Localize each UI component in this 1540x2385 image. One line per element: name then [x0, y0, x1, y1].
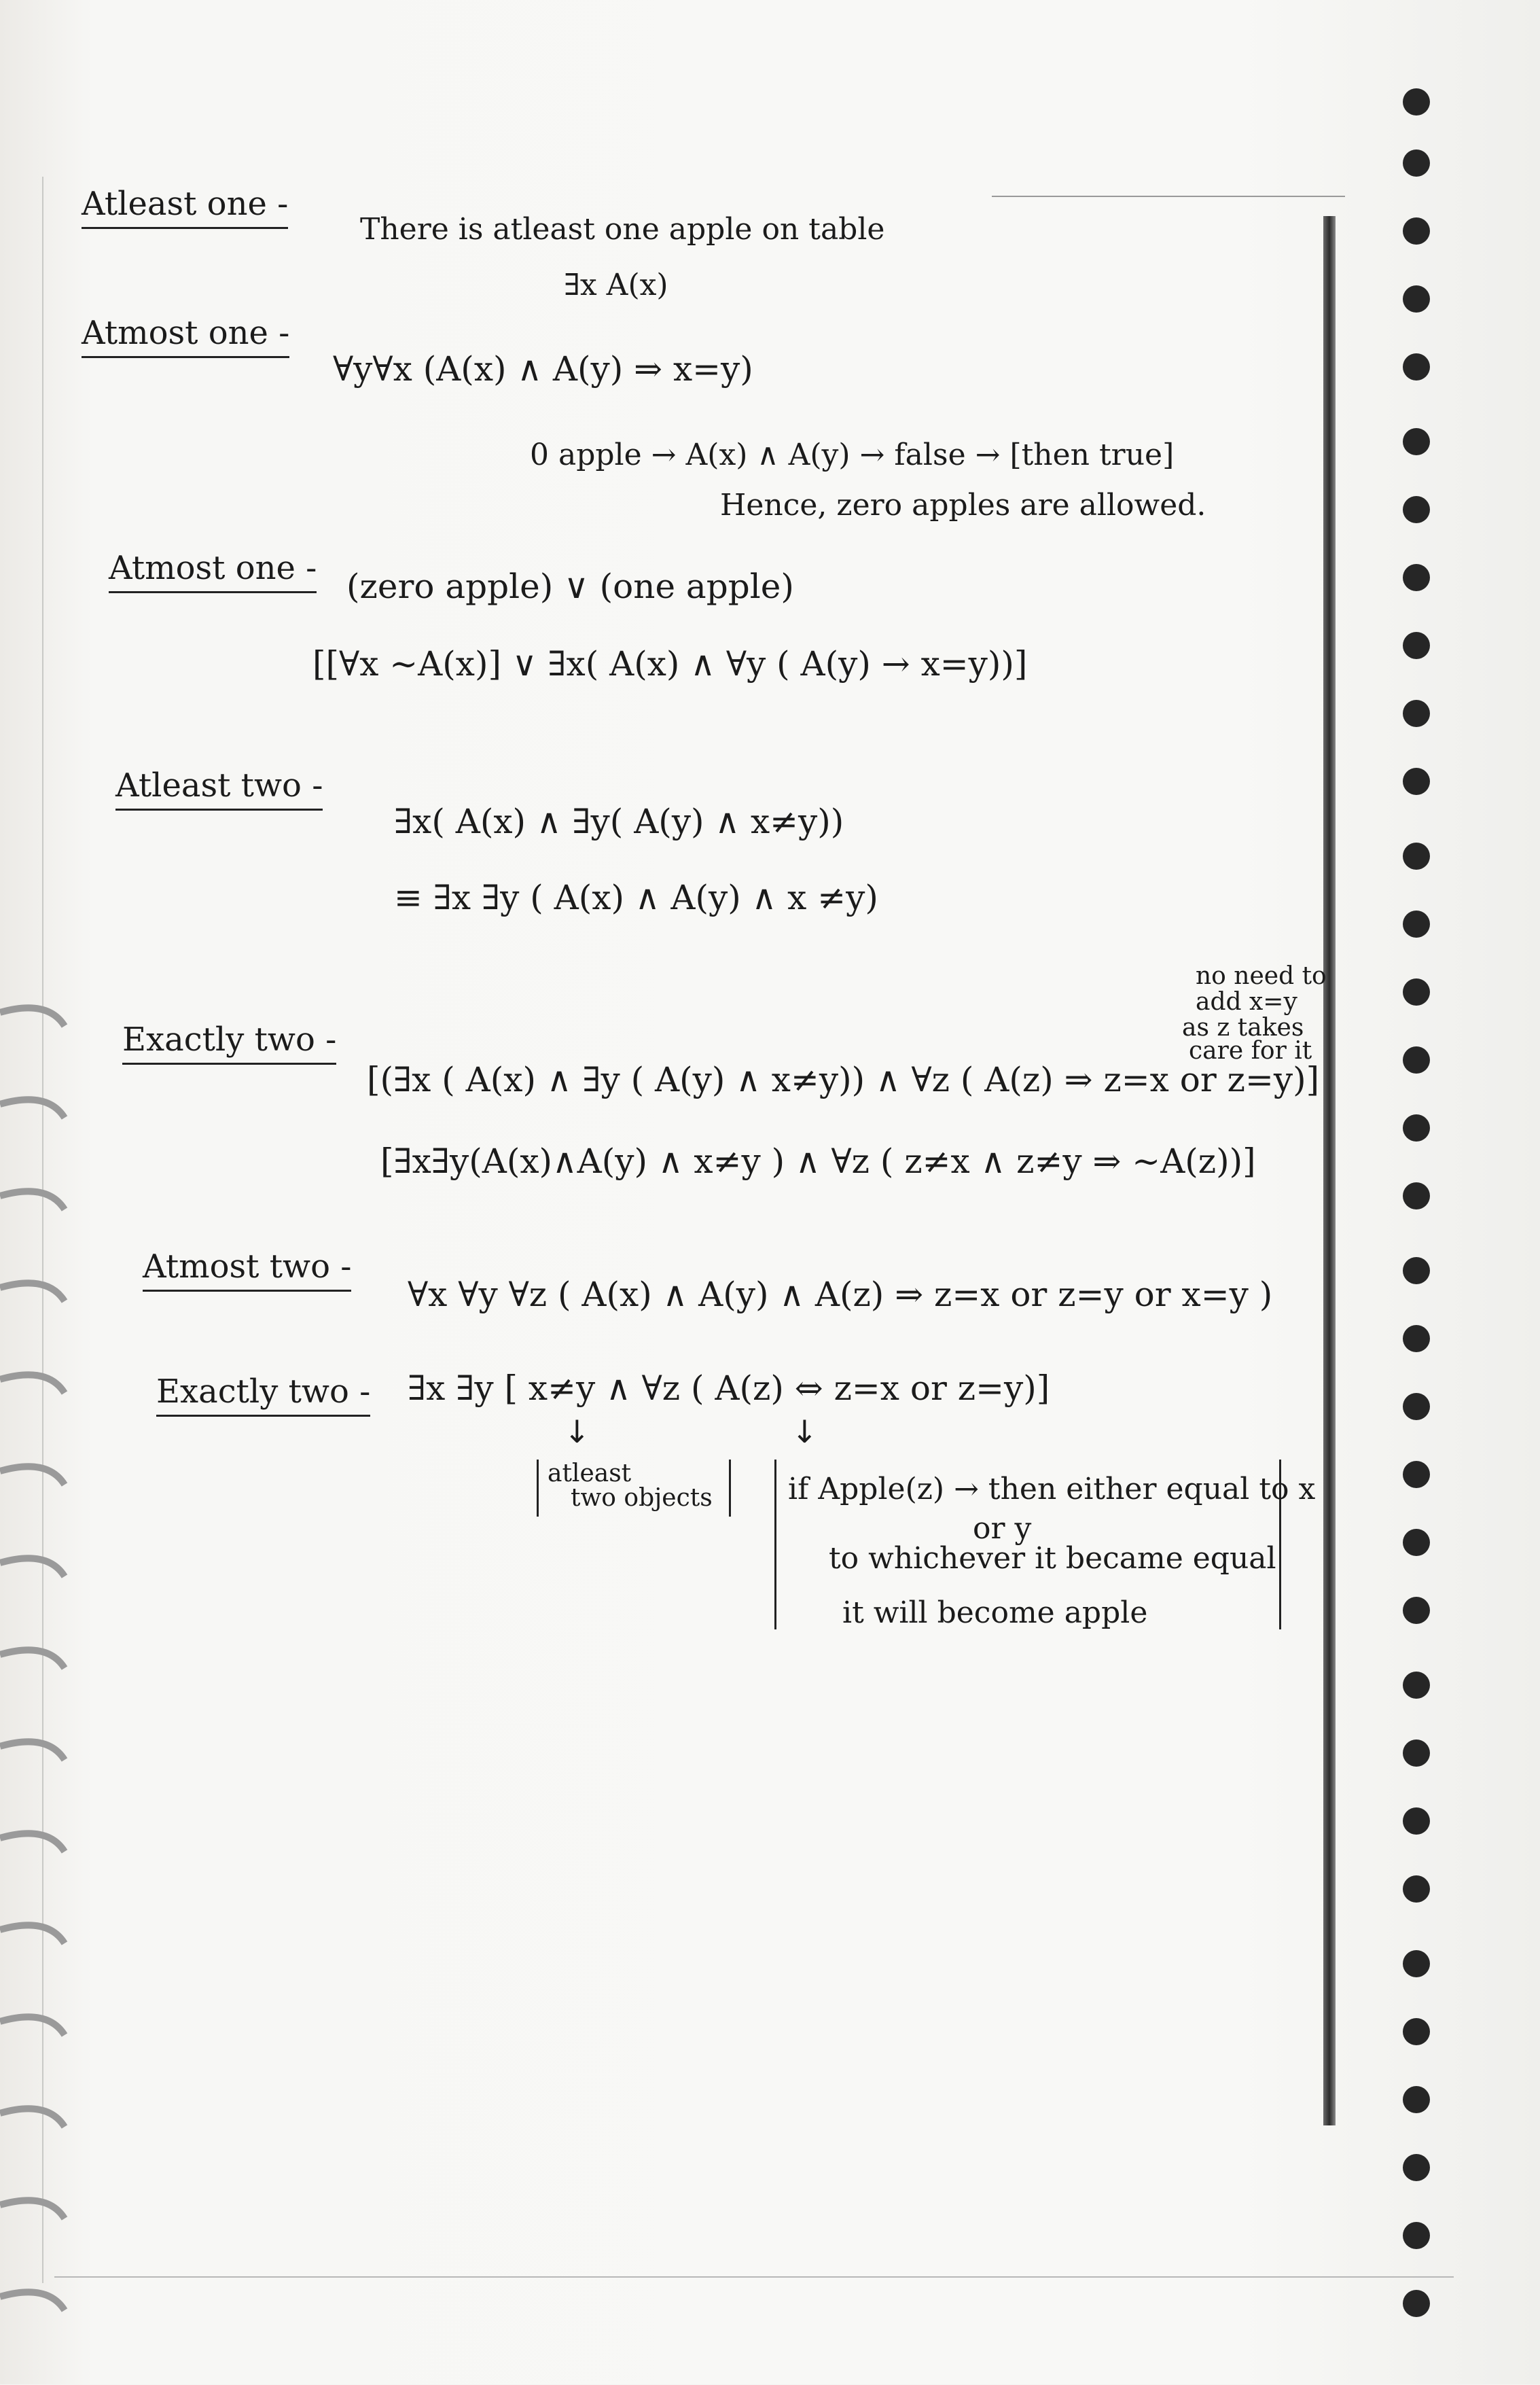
side-note-line-2: add x=y	[1196, 988, 1297, 1016]
apple-box-line-2: or y	[973, 1511, 1032, 1546]
spiral-binding	[0, 985, 75, 2385]
side-note-line-4: care for it	[1189, 1037, 1312, 1065]
punch-holes	[1396, 75, 1444, 2317]
down-arrow-icon: ↓	[564, 1413, 590, 1450]
atleast-box-line-1: atleast	[548, 1460, 632, 1487]
exactly-two-formula-1: [(∃x ( A(x) ∧ ∃y ( A(y) ∧ x≠y)) ∧ ∀z ( A(z) ⇒ z=x or z=y)]	[367, 1060, 1320, 1099]
exactly-two-alt-formula: ∃x ∃y [ x≠y ∧ ∀z ( A(z) ⇔ z=x or z=y)]	[408, 1368, 1050, 1408]
top-rule	[992, 196, 1345, 197]
zero-apple-line: 0 apple → A(x) ∧ A(y) → false → [then true]	[530, 438, 1175, 472]
label-atmost-one: Atmost one -	[82, 314, 289, 358]
right-margin-rule	[1323, 216, 1336, 2125]
label-atmost-two: Atmost two -	[143, 1248, 351, 1292]
bottom-rule	[54, 2276, 1454, 2278]
side-note-line-3: as z takes	[1182, 1014, 1304, 1042]
down-arrow-icon: ↓	[791, 1413, 818, 1450]
atmost-one-alt-formula: [[∀x ∼A(x)] ∨ ∃x( A(x) ∧ ∀y ( A(y) → x=y))]	[312, 644, 1028, 684]
label-atmost-one-alt: Atmost one -	[109, 549, 317, 593]
atleast-one-sentence: There is atleast one apple on table	[360, 212, 885, 247]
atmost-one-formula: ∀y∀x (A(x) ∧ A(y) ⇒ x=y)	[333, 349, 753, 389]
atleast-two-equivalent: ≡ ∃x ∃y ( A(x) ∧ A(y) ∧ x ≠y)	[394, 878, 878, 917]
label-exactly-two-alt: Exactly two -	[156, 1373, 370, 1417]
exactly-two-formula-2: [∃x∃y(A(x)∧A(y) ∧ x≠y ) ∧ ∀z ( z≠x ∧ z≠y ⇒ ∼A(z))]	[380, 1142, 1256, 1181]
label-exactly-two: Exactly two -	[122, 1021, 336, 1065]
label-atleast-two: Atleast two -	[115, 766, 323, 811]
apple-box-line-1: if Apple(z) → then either equal to x	[788, 1472, 1316, 1506]
atmost-two-formula: ∀x ∀y ∀z ( A(x) ∧ A(y) ∧ A(z) ⇒ z=x or z=y or x=y )	[408, 1275, 1273, 1314]
apple-box-line-4: it will become apple	[842, 1595, 1148, 1630]
atmost-one-cases: (zero apple) ∨ (one apple)	[346, 567, 794, 606]
atleast-box-line-2: two objects	[571, 1484, 713, 1512]
side-note-line-1: no need to	[1196, 962, 1327, 990]
label-atleast-one: Atleast one -	[82, 185, 288, 229]
atleast-one-formula: ∃x A(x)	[564, 268, 668, 302]
zero-apple-conclusion: Hence, zero apples are allowed.	[720, 488, 1206, 523]
apple-box-line-3: to whichever it became equal	[829, 1541, 1276, 1576]
atleast-two-formula: ∃x( A(x) ∧ ∃y( A(y) ∧ x≠y))	[394, 802, 844, 841]
